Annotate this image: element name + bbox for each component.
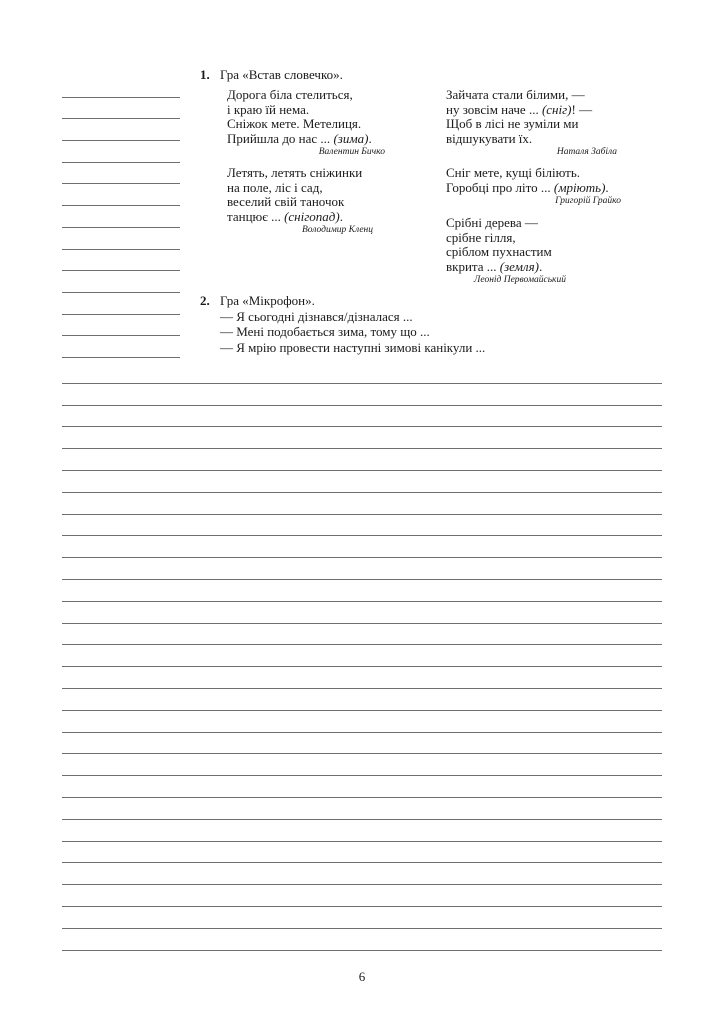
writing-line	[62, 754, 662, 776]
writing-line	[62, 885, 662, 907]
microphone-replies	[220, 309, 485, 355]
writing-line	[62, 515, 662, 537]
writing-line	[62, 536, 662, 558]
reply-prompt: — Я мрію провести наступні зимові канікули ...	[220, 339, 486, 355]
poem-line: Зайчата стали білими, —	[446, 87, 585, 102]
margin-line	[62, 228, 180, 250]
task-1-heading	[200, 67, 343, 82]
margin-line	[62, 271, 180, 293]
margin-line	[62, 293, 180, 315]
writing-line	[62, 711, 662, 733]
writing-line	[62, 602, 662, 624]
poem-3	[446, 88, 617, 158]
writing-line	[62, 667, 662, 689]
poem-line-text: Прийшла до нас ...	[227, 130, 334, 146]
margin-line	[62, 336, 180, 358]
poem-line: веселий свій таночок	[227, 194, 345, 210]
poem-answer: (снігопад)	[284, 208, 340, 224]
poem-4	[446, 166, 621, 207]
task-2-number: 2.	[200, 293, 210, 308]
writing-line	[62, 863, 662, 885]
margin-writing-lines	[62, 76, 180, 358]
reply-prompt: — Мені подобається зима, тому що ...	[220, 324, 430, 340]
writing-line	[62, 776, 662, 798]
margin-line	[62, 98, 180, 120]
poem-line: Щоб в лісі не зуміли ми	[446, 116, 579, 132]
poem-line-end: .	[538, 258, 543, 274]
poem-author: Григорій Грайко	[555, 196, 621, 207]
poem-line: Срібні дерева —	[446, 215, 538, 230]
poem-answer: (зима)	[333, 130, 369, 146]
poem-line	[446, 103, 617, 118]
task-1-number: 1.	[200, 67, 210, 82]
poem-line-end: .	[368, 130, 372, 146]
writing-line	[62, 820, 662, 842]
poem-line: Дорога біла стелиться,	[227, 87, 353, 102]
poem-answer: (земля)	[499, 258, 539, 274]
task-2-title: Гра «Мікрофон».	[220, 293, 315, 308]
poem-line	[446, 181, 621, 196]
writing-line	[62, 449, 662, 471]
poem-line	[446, 260, 566, 275]
poem-2	[227, 166, 373, 236]
margin-line	[62, 119, 180, 141]
poem-line: Сніг мете, кущі біліють.	[446, 165, 580, 180]
writing-line	[62, 427, 662, 449]
writing-line	[62, 645, 662, 667]
reply-prompt: — Я сьогодні дізнався/дізналася ...	[220, 309, 413, 324]
task-2-heading	[200, 293, 315, 308]
poem-answer: (мріють)	[553, 179, 606, 195]
poem-line: срібне гілля,	[446, 229, 516, 245]
poem-line-text: ну зовсім наче ...	[446, 101, 542, 117]
writing-line	[62, 624, 662, 646]
writing-line	[62, 471, 662, 493]
writing-line	[62, 580, 662, 602]
poem-line-text: Горобці про літо ...	[446, 179, 554, 195]
poem-line-text: вкрита ...	[446, 258, 500, 274]
poem-line: на поле, ліс і сад,	[227, 179, 323, 195]
margin-line	[62, 163, 180, 185]
writing-line	[62, 842, 662, 864]
task-1-title: Гра «Встав словечко».	[220, 67, 343, 82]
poem-line-text: танцює ...	[227, 208, 285, 224]
poem-line	[227, 210, 373, 225]
writing-line	[62, 907, 662, 929]
writing-line	[62, 558, 662, 580]
poem-line: і краю їй нема.	[227, 101, 310, 117]
poem-author: Володимир Кленц	[301, 225, 373, 236]
poem-line-end: ! —	[571, 101, 593, 117]
writing-line	[62, 798, 662, 820]
answer-writing-lines	[62, 362, 662, 951]
margin-line	[62, 141, 180, 163]
poem-line-end: .	[605, 179, 609, 195]
margin-line	[62, 250, 180, 272]
poem-line: сріблом пухнастим	[446, 244, 552, 260]
margin-line	[62, 315, 180, 337]
writing-line	[62, 733, 662, 755]
page-number: 6	[358, 969, 366, 984]
poem-1	[227, 88, 385, 158]
margin-line	[62, 206, 180, 228]
writing-line	[62, 689, 662, 711]
poem-line-end: .	[339, 208, 343, 224]
poem-answer: (сніг)	[541, 101, 572, 117]
poem-line	[227, 132, 385, 147]
poem-line: Сніжок мете. Метелиця.	[227, 116, 362, 132]
writing-line	[62, 929, 662, 951]
writing-line	[62, 362, 662, 384]
poem-line: Летять, летять сніжинки	[227, 165, 363, 180]
poem-author: Наталя Забіла	[556, 147, 617, 158]
poem-author: Леонід Первомайський	[473, 275, 566, 286]
margin-line	[62, 184, 180, 206]
writing-line	[62, 384, 662, 406]
margin-line	[62, 76, 180, 98]
poem-line: відшукувати їх.	[446, 130, 533, 146]
poem-5	[446, 216, 566, 286]
writing-line	[62, 406, 662, 428]
writing-line	[62, 493, 662, 515]
poem-author: Валентин Бичко	[318, 147, 385, 158]
